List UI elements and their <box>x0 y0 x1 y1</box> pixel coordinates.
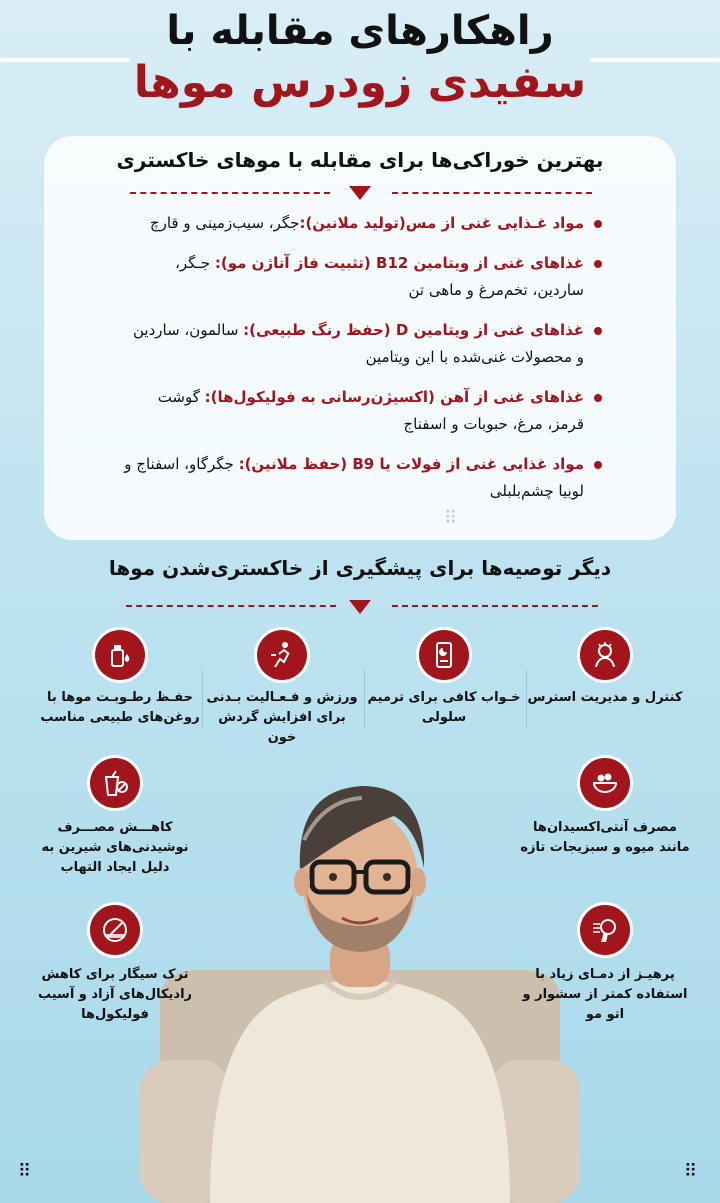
bullet-icon <box>594 220 602 228</box>
foods-section-title: بهترین خوراکی‌ها برای مقابله با موهای خاکستری <box>116 148 604 172</box>
tip-antioxidants: مصرف آنتی‌اکسیدان‌ها مانند میوه و سبزیجات تازه <box>520 758 690 858</box>
hair-dryer-icon <box>580 905 630 955</box>
title-line-2: سفیدی زودرس موها <box>133 57 587 108</box>
list-item: مواد غذایی غنی از فولات یا B9 (حفظ ملانین): جگرگاو، اسفناج و لوبیا چشم‌بلبلی <box>122 451 602 505</box>
foods-list <box>122 210 602 518</box>
oil-bottle-icon <box>95 630 145 680</box>
list-item: غذاهای غنی از آهن (اکسیژن‌رسانی به فولیکول‌ها): گوشت قرمز، مرغ، حبوبات و اسفناج <box>122 384 602 438</box>
sugary-drink-icon <box>90 758 140 808</box>
tips-divider-left <box>126 605 336 607</box>
bullet-icon <box>594 394 602 402</box>
tips-divider-right <box>392 605 598 607</box>
foods-divider-left <box>130 192 330 194</box>
divider <box>202 670 203 728</box>
tip-quit-smoking: ترک سیگار برای کاهش رادیکال‌های آزاد و آسیب فولیکول‌ها <box>30 905 200 1025</box>
decorative-dots-icon: ⠿ <box>18 1161 33 1182</box>
tips-section-title: دیگر توصیه‌ها برای پیشگیری از خاکستری‌شدن موها <box>108 556 612 580</box>
tip-stress: کنترل و مدیریت استرس <box>525 630 685 708</box>
tip-heat: پرهیـز از دمـای زیاد با استفاده کمتر از سشوار و اتو مو <box>520 905 690 1025</box>
watermark-dots-icon: ⠿ <box>444 508 459 529</box>
foods-arrow-icon <box>349 186 371 200</box>
exercise-icon <box>257 630 307 680</box>
stress-head-icon <box>580 630 630 680</box>
foods-divider-right <box>392 192 592 194</box>
list-item: غذاهای غنی از ویتامین B12 (تثبیت فاز آناژن مو): جـگر، ساردین، تخم‌مرغ و ماهی تن <box>122 250 602 304</box>
title-rule-left <box>0 58 130 62</box>
fruit-bowl-icon <box>580 758 630 808</box>
tip-exercise: ورزش و فـعـالیت بـدنی برای افزایش گردش خون <box>202 630 362 748</box>
divider <box>364 670 365 728</box>
divider <box>526 670 527 728</box>
decorative-dots-icon: ⠿ <box>684 1161 699 1182</box>
title-rule-right <box>590 58 720 62</box>
sleep-phone-icon <box>419 630 469 680</box>
tip-sleep: خـواب کافی برای ترمیم سلولی <box>364 630 524 728</box>
bullet-icon <box>594 260 602 268</box>
no-smoking-icon <box>90 905 140 955</box>
title-line-1: راهکارهای مقابله با <box>166 8 554 54</box>
tip-hair-oil: حفـظ رطـوبـت موها با روغن‌های طبیعی مناسب <box>40 630 200 728</box>
tip-sugary-drinks: کاهـــش مصـــرف نوشیدنی‌های شیرین به دلیل ایجاد التهاب <box>30 758 200 878</box>
bullet-icon <box>594 461 602 469</box>
list-item: غذاهای غنی از ویتامین D (حفظ رنگ طبیعی): سالمون، ساردین و محصولات غنی‌شده با این ویتامین <box>122 317 602 371</box>
list-item: مواد غـذایی غنی از مس(تولید ملانین):جگر، سیب‌زمینی و قارچ <box>122 210 602 237</box>
bullet-icon <box>594 327 602 335</box>
tips-arrow-icon <box>349 600 371 614</box>
